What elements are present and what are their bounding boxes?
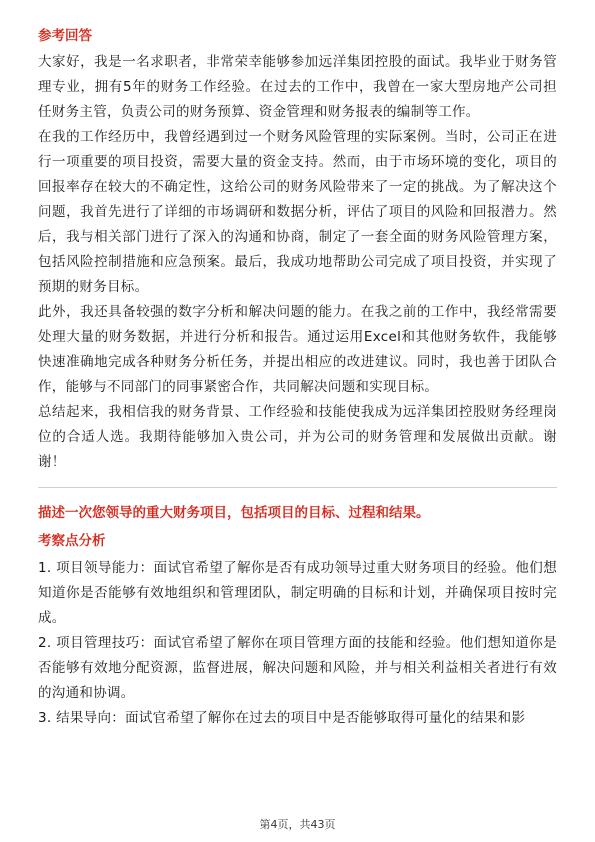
question-title: 描述一次您领导的重大财务项目，包括项目的目标、过程和结果。 bbox=[38, 505, 430, 521]
page-footer: 第4页，共43页 bbox=[259, 818, 336, 831]
section-divider bbox=[38, 487, 557, 488]
analysis-item-1: 1. 项目领导能力：面试官希望了解你是否有成功领导过重大财务项目的经验。他们想知道你是否能够有效地组织和管理团队，制定明确的目标和计划，并确保项目按时完成。 bbox=[38, 560, 557, 626]
answer-heading: 参考回答 bbox=[38, 28, 92, 44]
answer-paragraph-1: 大家好，我是一名求职者，非常荣幸能够参加远洋集团控股的面试。我毕业于财务管理专业，拥有5年的财务工作经验。在过去的工作中，我曾在一家大型房地产公司担任财务主管，负责公司的财务预算、资金管理和财务报表的编制等工作。 bbox=[38, 54, 557, 120]
answer-paragraph-2: 在我的工作经历中，我曾经遇到过一个财务风险管理的实际案例。当时，公司正在进行一项重要的项目投资，需要大量的资金支持。然而，由于市场环境的变化，项目的回报率存在较大的不确定性，这给公司的财务风险带来了一定的挑战。为了解决这个问题，我首先进行了详细的市场调研和数据分析，评估了项目的风险和回报潜力。然后，我与相关部门进行了深入的沟通和协商，制定了一套全面的财务风险管理方案，包括风险控制措施和应急预案。最后，我成功地帮助公司完成了项目投资，并实现了预期的财务目标。 bbox=[38, 129, 557, 295]
analysis-heading: 考察点分析 bbox=[38, 533, 106, 549]
answer-paragraph-3: 此外，我还具备较强的数字分析和解决问题的能力。在我之前的工作中，我经常需要处理大量的财务数据，并进行分析和报告。通过运用Excel和其他财务软件，我能够快速准确地完成各种财务分析任务，并提出相应的改进建议。同时，我也善于团队合作，能够与不同部门的同事紧密合作，共同解决问题和实现目标。 bbox=[38, 304, 557, 395]
analysis-item-3: 3. 结果导向：面试官希望了解你在过去的项目中是否能够取得可量化的结果和影 bbox=[38, 710, 526, 726]
answer-paragraph-4: 总结起来，我相信我的财务背景、工作经验和技能使我成为远洋集团控股财务经理岗位的合适人选。我期待能够加入贵公司，并为公司的财务管理和发展做出贡献。谢谢！ bbox=[38, 404, 557, 470]
analysis-item-2: 2. 项目管理技巧：面试官希望了解你在项目管理方面的技能和经验。他们想知道你是否能够有效地分配资源，监督进展，解决问题和风险，并与相关利益相关者进行有效的沟通和协调。 bbox=[38, 635, 557, 701]
